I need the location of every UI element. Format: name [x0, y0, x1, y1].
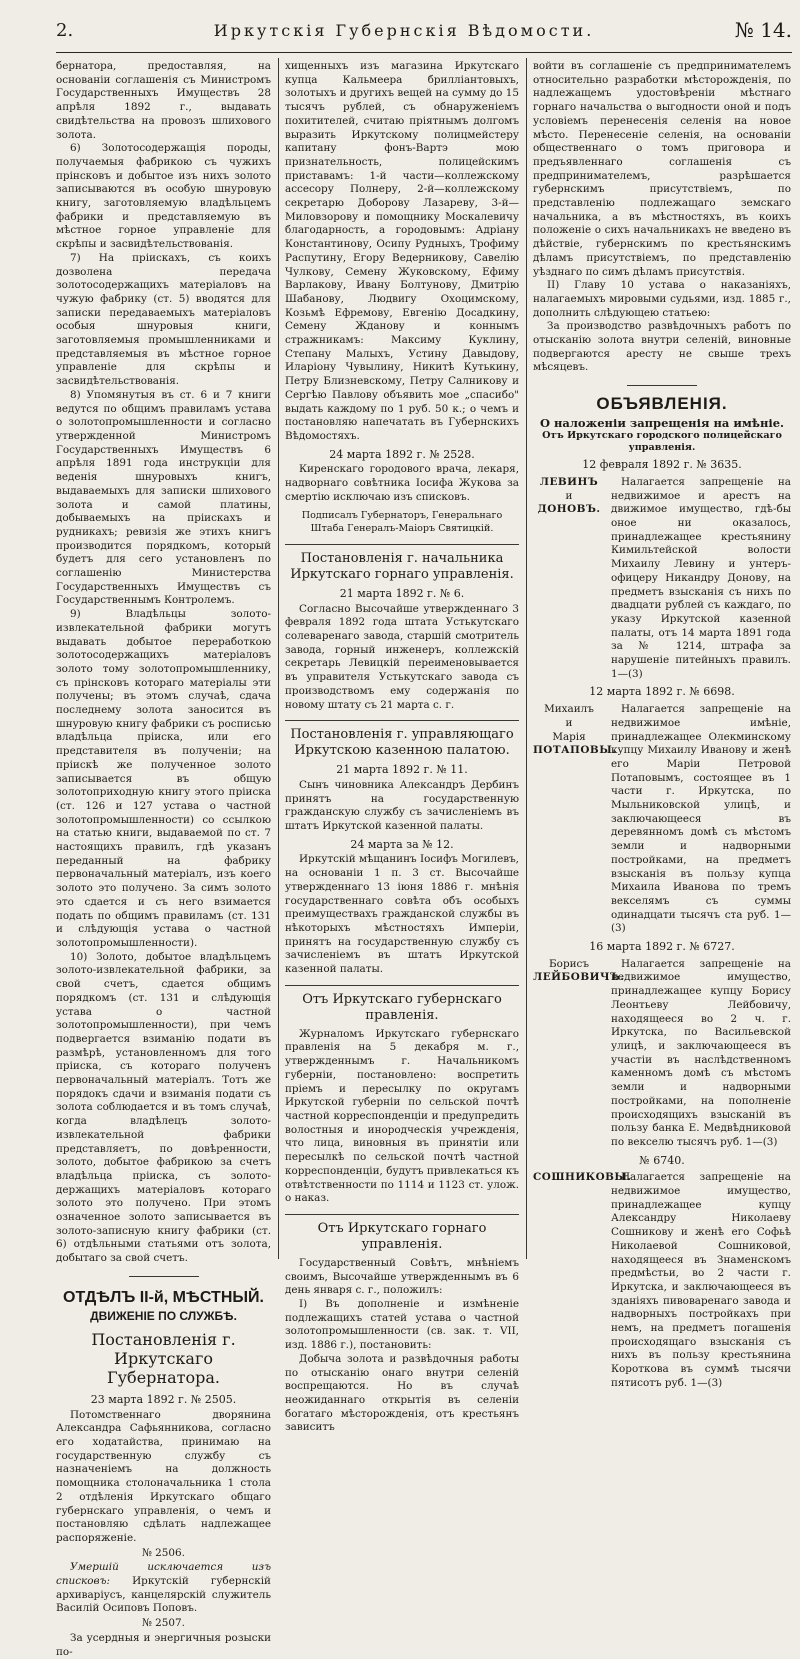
notice-date: 12 февраля 1892 г. № 3635. [582, 458, 742, 472]
decree-date: 23 марта 1892 г. № 2505. [90, 1392, 237, 1406]
paragraph: Журналомъ Иркутскаго губернскаго правленія на 5 декабря м. г., утвержденнымъ г. Начальникомъ губерніи, постановлено: воспретить пріемъ и пересылку по округамъ Иркутской губерніи по сельской почтѣ частной корреспонденціи и предупредить волостныя и инородческія учрежденія, что лица, виновныя въ принятіи или пересылкѣ по сельской почтѣ частной корреспонденціи, будутъ привлекаться къ отвѣтственности по 1114 и 1123 ст. улож. о наказ. [285, 1027, 519, 1205]
column-rule [526, 58, 527, 1259]
section-subtitle: ДВИЖЕНІЕ ПО СЛУЖБѢ. [90, 1308, 237, 1323]
paragraph: 8) Упомянутыя въ ст. 6 и 7 книги ведутся по общимъ правиламъ устава о золотопромышленности и согласно утвержденной Министромъ Государственныхъ Имуществъ 6 апрѣля 1891 года инструкціи для веденія шнуровыхъ книгъ, выдаваемыхъ для записки шлихового золота и самой платины, добываемыхъ на пріискахъ и рудникахъ; ревизія же этихъ книгъ производится порядкомъ, который будетъ для сего установленъ по соглашенію Министерства Государственныхъ Имуществъ съ Государственнымъ Контролемъ. [56, 388, 271, 607]
notice-name: и [565, 489, 573, 502]
notice-text: Налагается запрещеніе на недвижимое имущество, принадлежащее купцу Александру Николаеву Сошникову и женѣ его Софьѣ Николаевой Сошниковой, находящееся въ Знаменскомъ предмѣстьи, во 2 части г. Иркутска, и заключающееся въ зданіяхъ пивоваренаго завода и надворныхъ постройкахъ при немъ, на предметъ погашенія происходящаго взысканія съ нихъ въ пользу крестьянина Короткова въ суммѣ тысячи пятисотъ руб. 1—(3) [611, 1171, 791, 1389]
announcements-subtitle: О наложеніи запрещенія на имѣніе. [539, 416, 785, 431]
notice-text: Налагается запрещеніе на недвижимое имущество, принадлежащее купцу Борису Леонтьеву Лейбовичу, находящееся во 2 ч. г. Иркутска, по Васильевской улицѣ, и заключающееся въ участіи въ наслѣдственномъ каменномъ домѣ съ мѣстомъ земли и надворными постройками, на пополненіе происходящихъ взысканій въ пользу банка Е. Медвѣдниковой по векселю тысячъ руб. 1—(3) [611, 957, 791, 1148]
decree-number: № 2506. [142, 1546, 185, 1559]
decree-date: 24 марта за № 12. [350, 837, 454, 851]
paragraph: 10) Золото, добытое владѣльцемъ золото-извлекательной фабрики, за свой счетъ, сдается общимъ порядкомъ (ст. 131 и слѣдующія устава о частной золотопромышленности), при чемъ подвергается взиманію подати въ размѣрѣ, установленномъ для того пріиска, съ котораго полученъ первоначальный матеріалъ. Тотъ же порядокъ сдачи и взиманія подати съ золота соблюдается и въ томъ случаѣ, когда владѣлецъ золото-извлекательной фабрики представляетъ, по довѣренности, золото, добытое фабрикою за счетъ владѣльца пріиска, съ золото-держащихъ матеріаловъ котораго золото это получено. При этомъ означенное золото записывается въ золото-записную книгу фабрики (ст. 6) отдѣльными статьями отъ золота, добытаго за свой счетъ. [56, 950, 271, 1265]
paragraph: За усердныя и энергичныя розыски по- [56, 1631, 271, 1658]
notice-date: 16 марта 1892 г. № 6727. [589, 940, 735, 954]
notice [533, 958, 791, 1150]
decree-date: 21 марта 1892 г. № 11. [336, 763, 468, 777]
paragraph: 7) На пріискахъ, съ коихъ дозволена передача золотосодержащихъ матеріаловъ на чужую фабрику (ст. 5) вводятся для записки передаваемыхъ матеріаловъ особыя шнуровыя книги, заготовляемыя промышленниками и представляемыя въ мѣстное горное управленіе для скрѣпы и засвидѣтельствованія. [56, 251, 271, 388]
notice-names [533, 703, 617, 936]
decree-date: 24 марта 1892 г. № 2528. [329, 447, 475, 461]
paragraph: Иркутскій губернскій архиваріусъ, канцелярскій служитель Василій Осиповъ Поповъ. [56, 1575, 271, 1615]
notice-name: Михаилъ [544, 703, 594, 716]
notice-date: № 6740. [639, 1153, 685, 1167]
notice-name: ДОНОВЪ. [537, 503, 601, 516]
paragraph: Государственный Совѣтъ, мнѣніемъ своимъ, Высочайше утвержденнымъ въ 6 день января с. г., положилъ: [285, 1256, 519, 1297]
divider [285, 985, 519, 986]
paragraph: I) Въ дополненіе и измѣненіе подлежащихъ статей устава о частной золотопромышленности (св. зак. т. VII, изд. 1886 г.), постановить: [285, 1298, 519, 1352]
notice-name: ЛЕВИНЪ [539, 475, 599, 488]
column-3 [533, 60, 791, 1389]
notice-names [533, 476, 605, 682]
notice-text: Налагается запрещеніе на недвижимое и арестъ на движимое имущество, гдѣ-бы оное ни оказалось, принадлежащее крестьянину Кимильтейской волости Михаилу Левину и унтеръ-офицеру Никандру Донову, на предметъ взысканія съ нихъ по двадцати рублей съ каждаго, по указу Иркутской казенной палаты, отъ 14 марта 1891 года за № 1214, штрафа за нарушеніе питейныхъ правилъ. 1—(3) [611, 475, 791, 680]
divider [285, 544, 519, 545]
notice-name: и [565, 716, 573, 729]
section-heading: Постановленія г. Иркутскаго Губернатора. [91, 1329, 236, 1387]
notice-text: Налагается запрещеніе на недвижимое имѣніе, принадлежащее Олекминскому купцу Михаилу Иванову и женѣ его Маріи Петровой Потаповымъ, состоящее въ 1 части г. Иркутска, по Мыльниковской улицѣ, и заключающееся въ деревянномъ домѣ съ мѣстомъ земли и надворными постройками, на предметъ взысканія въ пользу купца Михаила Иванова по тремъ векселямъ съ суммы одинадцати тысячъ ста руб. 1—(3) [611, 703, 791, 935]
divider [285, 1214, 519, 1215]
divider [285, 720, 519, 721]
paragraph: хищенныхъ изъ магазина Иркутскаго купца Кальмеера брилліантовыхъ, золотыхъ и другихъ вещей на сумму до 15 тысячъ рублей, съ обнаруженіемъ похитителей, считаю пріятнымъ долгомъ выразить Иркутскому полицмейстеру капитану фонъ-Вартэ мою признательность, полицейскимъ приставамъ: 1-й части—коллежскому ассесору Полнеру, 2-й—коллежскому секретарю Доборову Лазареву, 3-й—Миловзорову и помощнику Москалевичу благодарность, а городовымъ: Адріану Константинову, Осипу Рудныхъ, Трофиму Распутину, Егору Ведерникову, Савелію Чулкову, Семену Жуковскому, Ефиму Варлакову, Ивану Болтунову, Дмитрію Шабанову, Людвигу Охоцимскому, Козьмѣ Ефремову, Евгенію Досадкину, Семену Жданову и коннымъ стражникамъ: Максиму Куклину, Степану Малыхъ, Устину Давыдову, Иларіону Чувылину, Никитѣ Кутькину, Петру Близневскому, Петру Салникову и Сергѣю Павлову объявить мое „спасибо" выдать каждому по 1 руб. 50 к.; о чемъ и постановляю напечатать въ Губернскихъ Вѣдомостяхъ. [285, 60, 519, 442]
notice-name: Борисъ [549, 957, 589, 970]
notice-names [533, 1171, 632, 1390]
page-header [56, 8, 792, 53]
column-rule [278, 58, 279, 1259]
section-heading: Отъ Иркутскаго горнаго управленія. [317, 1220, 487, 1252]
paragraph: Иркутскій мѣщанинъ Іосифъ Могилевъ, на основаніи 1 п. 3 ст. Высочайше утвержденнаго 13 іюня 1886 г. мнѣнія государственнаго совѣта объ особыхъ преимуществахъ гражданской службы въ нѣкоторыхъ мѣстностяхъ Имперіи, принятъ на государственную службу съ зачисленіемъ въ штатъ Иркутской казенной палаты. [285, 853, 519, 976]
notice [533, 1171, 791, 1390]
paragraph: За производство развѣдочныхъ работъ по отысканію золота внутри селеній, виновные подвергаются аресту не свыше трехъ мѣсяцевъ. [533, 320, 791, 374]
page-number: 2. [56, 19, 74, 41]
notice-name: ЛЕЙБОВИЧЪ. [533, 971, 625, 984]
paragraph: Добыча золота и развѣдочныя работы по отысканію онаго внутри селеній воспрещаются. Но въ случаѣ неожиданнаго открытія въ селеніи богатаго мѣсторожденія, отъ крестьянъ зависитъ [285, 1352, 519, 1434]
issue-number: № 14. [734, 18, 792, 42]
notice-name: ПОТАПОВЫ. [533, 744, 617, 757]
column-1 [56, 60, 271, 1658]
notice-name: Марія [552, 730, 586, 743]
notice [533, 476, 791, 682]
newspaper-title: Иркутскія Губернскія Вѣдомости. [213, 20, 595, 40]
section-heading: Постановленія г. начальника Иркутскаго горнаго управленія. [290, 550, 514, 582]
notice-names [533, 957, 625, 1150]
section-heading: Отъ Иркутскаго губернскаго правленія. [302, 991, 502, 1023]
notice-date: 12 марта 1892 г. № 6698. [589, 685, 735, 699]
paragraph: войти въ соглашеніе съ предпринимателемъ относительно разработки мѣсторожденія, по надлежащемъ удостовѣреніи мѣстнаго горнаго начальства о выгодности оной и подъ условіемъ перенесенія селенія на новое мѣсто. Перенесеніе селенія, на основаніи общественнаго о томъ приговора и предъявленнаго соглашенія съ предпринимателемъ, разрѣшается губернскимъ присутствіемъ, по представленію подлежащаго земскаго начальника, а въ мѣстностяхъ, въ коихъ положеніе о сихъ начальникахъ не введено въ дѣйствіе, губернскимъ по крестьянскимъ дѣламъ присутствіемъ, по представленію уѣзднаго по симъ дѣламъ присутствія. [533, 60, 791, 278]
signature: Подписалъ Губернаторъ, Генеральнаго Штаба Генералъ-Маіоръ Святицкій. [301, 509, 503, 535]
notice-name: СОШНИКОВЫ. [533, 1171, 632, 1184]
paragraph: 9) Владѣльцы золото-извлекательной фабрики могутъ выдавать добытое переработкою золотосодержащихъ матеріаловъ золото тому золотопромышленнику, съ прінсковъ котораго матеріалы эти получены; въ этомъ случаѣ, сдача последнему золота заносится въ шнуровую книгу фабрики съ росписью владѣльца пріиска, или его представителя въ полученіи; на пріискѣ же полученное золото записывается въ общую золотоприходную книгу этого пріиска (ст. 126 и 127 устава о частной золотопромышленности) со ссылкою на статью книги, выдаваемой по ст. 7 настоящихъ правилъ, гдѣ указанъ переданный на фабрику первоначальный матеріалъ, изъ коего золото это получено. За симъ золото это сдается и съ него взимается подать по общимъ правиламъ (ст. 131 и слѣдующія устава о частной золотопромышленности). [56, 608, 271, 949]
paragraph: бернатора, предоставляя, на основаніи соглашенія съ Министромъ Государственныхъ Имуществъ 28 апрѣля 1892 г., выдавать свидѣтельства на провозъ шлихового золота. [56, 60, 271, 141]
section-title: ОТДѢЛЪ II-й, МѢСТНЫЙ. [63, 1288, 264, 1306]
divider [627, 385, 697, 386]
paragraph-lead: Умершій исключается изъ списковъ: [56, 1561, 271, 1588]
paragraph: 6) Золотосодержащія породы, получаемыя фабрикою съ чужихъ прінсковъ и добытое изъ нихъ золото записываются въ особую шнуровую книгу, заготовляемую владѣльцемъ фабрики и представляемую въ мѣстное горное управленіе для скрѣпы и засвидѣтельствованія. [56, 142, 271, 251]
paragraph: Согласно Высочайше утвержденнаго 3 февраля 1892 года штата Устькутскаго солеваренаго завода, старшій смотритель завода, горный инженеръ, коллежскій секретарь Левицкій переименовывается въ управителя Устькутскаго завода съ производствомъ ему содержанія по новому штату съ 21 марта с. г. [285, 602, 519, 711]
decree-date: 21 марта 1892 г. № 6. [339, 586, 465, 600]
divider [129, 1276, 199, 1277]
paragraph: Сынъ чиновника Александръ Дербинъ принятъ на государственную гражданскую службу съ зачисленіемъ въ штатъ Иркутской казенной палаты. [285, 778, 519, 833]
decree-number: № 2507. [142, 1617, 185, 1630]
paragraph: Потомственнаго дворянина Александра Сафьянникова, согласно его ходатайства, принимаю на государственную службу съ назначеніемъ на должность помощника столоначальника 1 стола 2 отдѣленія Иркутскаго общаго губернскаго управленія, о чемъ и постановляю сдѣлать надлежащее распоряженіе. [56, 1408, 271, 1544]
column-2 [285, 60, 519, 1434]
notice [533, 703, 791, 936]
paragraph: Киренскаго городового врача, лекаря, надворнаго совѣтника Іосифа Жукова за смертію исключаю изъ списковъ. [285, 463, 519, 503]
announcements-source: Отъ Иркутскаго городского полицейскаго управленія. [542, 430, 782, 454]
announcements-title: ОБЪЯВЛЕНІЯ. [596, 394, 728, 414]
section-heading: Постановленія г. управляющаго Иркутскою казенною палатою. [290, 727, 514, 759]
paragraph: II) Главу 10 устава о наказаніяхъ, налагаемыхъ мировыми судьями, изд. 1885 г., дополнить слѣдующею статьею: [533, 279, 791, 319]
